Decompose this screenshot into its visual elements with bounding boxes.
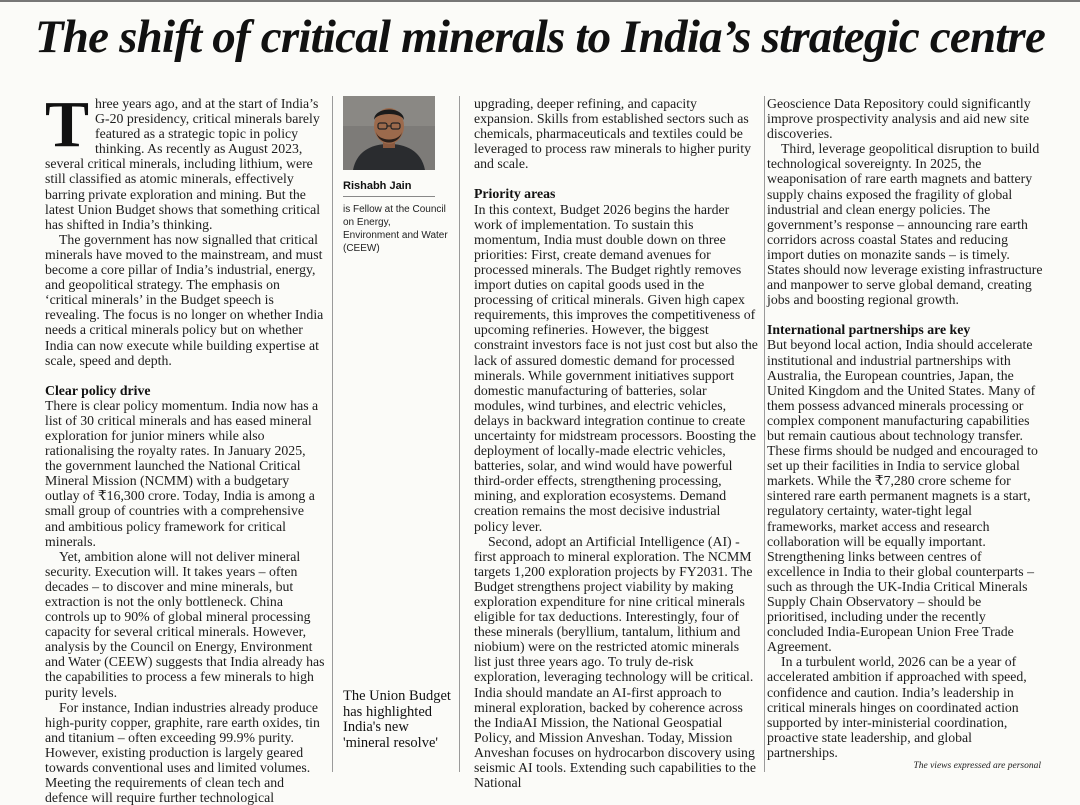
column-rule <box>332 96 333 772</box>
article-column-1 <box>45 88 325 805</box>
paragraph: Geoscience Data Repository could significantly improve prospectivity analysis and aid new site discoveries. <box>767 96 1031 142</box>
subheading: Clear policy drive <box>45 382 151 398</box>
drop-cap: T <box>45 88 90 161</box>
paragraph: Yet, ambition alone will not deliver mineral security. Execution will. It takes years – often decades – to discover and mine minerals, but extraction is not the only bottleneck. China controls up to 90% of global mineral processing capacity for several critical minerals. However, analysis by the Council on Energy, Environment and Water (CEEW) suggests that India already has the capabilities to process a few minerals to high purity levels. <box>45 548 325 700</box>
footnote: The views expressed are personal <box>913 761 1041 771</box>
paragraph: upgrading, deeper refining, and capacity expansion. Skills from established sectors such as chemicals, pharmaceuticals and textiles could be leveraged to process raw minerals to higher purity and scale. <box>474 96 751 172</box>
paragraph: There is clear policy momentum. India now has a list of 30 critical minerals and has eased mineral exploration for junior miners while also rationalising the royalty rates. In January 2025, the government launched the National Critical Mineral Mission (NCMM) with a budgetary outlay of ₹16,300 crore. Today, India is among a small group of countries with a comprehensive and ambitious policy framework for critical minerals. <box>45 397 319 549</box>
headline: The shift of critical minerals to India’s strategic centre <box>34 11 1046 63</box>
top-rule <box>0 0 1080 2</box>
subheading: Priority areas <box>474 186 556 202</box>
subheading: International partnerships are key <box>767 322 971 338</box>
column-rule <box>459 96 460 772</box>
article-column-3 <box>474 96 758 790</box>
author-column <box>343 96 449 770</box>
paragraph: Third, leverage geopolitical disruption to build technological sovereignty. In 2025, the weaponisation of rare earth magnets and battery supply chains exposed the fragility of global industrial and clean energy policies. The government’s response – announcing rare earth corridors across coastal States and reducing import duties on monazite sands – is timely. States should now leverage existing infrastructure and manpower to serve global demand, creating jobs and boosting regional growth. <box>767 141 1043 308</box>
paragraph: But beyond local action, India should accelerate institutional and industrial partnerships with Australia, the European countries, Japan, the United Kingdom and the United States. Many of them possess advanced minerals processing or complex component manufacturing capabilities but remain cautious about technology transfer. These firms should be nudged and encouraged to set up their facilities in India to service global markets. While the ₹7,280 crore scheme for sintered rare earth permanent magnets is a start, regulatory certainty, water-tight legal frameworks, market access and research collaboration will be equally important. Strengthening links between centres of excellence in India to their global counterparts – such as through the UK-India Critical Minerals Supply Chain Observatory – should be prioritised, including under the recently concluded India-European Union Free Trade Agreement. <box>767 337 1038 655</box>
paragraph: The government has now signalled that critical minerals have moved to the mainstream, and must become a core pillar of India’s industrial, energy, and geopolitical strategy. The emphasis on ‘critical minerals’ in the Budget speech is revealing. The focus is no longer on whether India needs a critical minerals policy but on whether India can now execute while building expertise at scale, speed and depth. <box>45 231 324 368</box>
paragraph: Second, adopt an Artificial Intelligence (AI) -first approach to mineral exploration. The NCMM targets 1,200 exploration projects by FY2031. The Budget strengthens project viability by making exploration expenditure for nine critical minerals eligible for tax deductions. Interestingly, four of these minerals (beryllium, tantalum, lithium and niobium) were on the restricted atomic minerals list just three years ago. To truly de-risk exploration, leveraging technology will be critical. India should mandate an AI-first approach to mineral exploration, backed by coherence across the IndiaAI Mission, the National Geospatial Policy, and Mission Anveshan. Today, Mission Anveshan focuses on hydrocarbon discovery using seismic AI tools. Extending such capabilities to the National <box>474 533 757 791</box>
paragraph: In this context, Budget 2026 begins the harder work of implementation. To sustain this momentum, India must double down on three priorities: First, create demand avenues for processed minerals. The Budget rightly removes import duties on capital goods used in the processing of critical minerals. Given high capex requirements, this improves the competitiveness of upcoming refineries. However, the biggest constraint investors face is not just cost but also the lack of assured domestic demand for processed minerals. While government initiatives support domestic manufacturing of batteries, solar modules, wind turbines, and electric vehicles, delays in backward integration continue to create uncertainty for midstream processors. Boosting the deployment of locally-made electric vehicles, batteries, solar, and wind would have powerful third-order effects, strengthening processing, mining, and exploration ecosystems. Demand creation remains the most decisive industrial policy lever. <box>474 201 758 534</box>
column-rule <box>764 96 765 772</box>
paragraph: In a turbulent world, 2026 can be a year of accelerated ambition if approached with speed, confidence and caution. India’s leadership in critical minerals hinges on coordinated action supported by inter-ministerial coordination, proactive state leadership, and global partnerships. <box>767 654 1027 760</box>
author-name: Rishabh Jain <box>343 180 435 197</box>
author-description: is Fellow at the Council on Energy, Environment and Water (CEEW) <box>343 204 448 254</box>
article-column-4 <box>767 96 1043 760</box>
pull-quote: The Union Budget has highlighted India's new 'mineral resolve' <box>343 688 451 751</box>
author-photo <box>343 96 435 170</box>
paragraph: For instance, Indian industries already produce high-purity copper, graphite, rare earth oxides, tin and titanium – often exceeding 99.9% purity. However, existing production is largely geared towards conventional uses and limited volumes. Meeting the requirements of clean tech and defence will require further technological <box>45 699 320 805</box>
paragraph: Three years ago, and at the start of India’s G-20 presidency, critical minerals barely featured as a strategic topic in policy thinking. As recently as August 2023, several critical minerals, including lithium, were still classified as atomic minerals, effectively barring private exploration and mining. But the latest Union Budget shows that something critical has shifted in India’s thinking. <box>45 88 321 232</box>
